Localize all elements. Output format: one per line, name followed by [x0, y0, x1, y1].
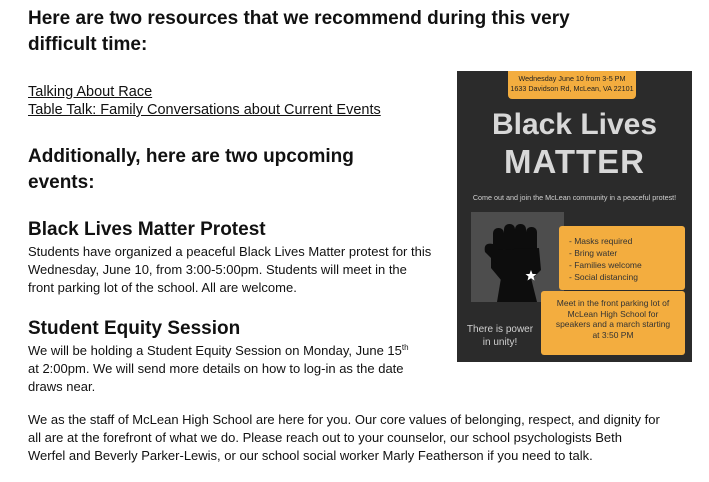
list-item: - Bring water	[569, 248, 618, 258]
event2-title: Student Equity Session	[28, 318, 241, 339]
requirements-list	[559, 226, 685, 290]
fist-box	[471, 212, 564, 302]
raised-fist-icon	[471, 212, 564, 302]
list-item: - Families welcome	[569, 260, 642, 270]
event2-description: We will be holding a Student Equity Session on Monday, June 15th at 2:00pm. We will send more details on how to log-in as the date draws near.	[28, 343, 409, 394]
event1-title: Black Lives Matter Protest	[28, 219, 266, 240]
poster-subtitle: Come out and join the McLean community in a peaceful protest!	[472, 193, 677, 202]
link-talking-about-race[interactable]: Talking About Race	[28, 84, 153, 100]
protest-poster	[457, 71, 692, 362]
list-item: - Social distancing	[569, 272, 638, 282]
poster-date-box: Wednesday June 10 from 3-5 PM 1633 Davidson Rd, McLean, VA 22101	[508, 71, 636, 99]
list-item: - Masks required	[569, 236, 633, 246]
closing-paragraph: We as the staff of McLean High School are here for you. Our core values of belonging, respect, and dignity for all are at the forefront of what we do. Please reach out to your counselor, our school psychologists Beth Werfel and Beverly Parker-Lewis, or our school social worker Marly Featherson if you need to talk.	[28, 412, 660, 463]
link-table-talk[interactable]: Table Talk: Family Conversations about Current Events	[28, 102, 381, 118]
meet-info-box: Meet in the front parking lot of McLean High School for speakers and a march starting at 3:50 PM	[541, 291, 685, 355]
events-heading: Additionally, here are two upcoming events:	[28, 146, 354, 193]
event1-description: Students have organized a peaceful Black Lives Matter protest for this Wednesday, June 10, from 3:00-5:00pm. Students will meet in the front parking lot of the school. All are welcome.	[28, 244, 432, 295]
poster-title-line1: Black Lives	[491, 108, 658, 141]
resource-links	[28, 83, 381, 119]
power-in-unity-text: There is power in unity!	[466, 324, 534, 348]
intro-heading: Here are two resources that we recommend during this very difficult time:	[28, 8, 570, 55]
poster-title-line2: MATTER	[503, 143, 646, 180]
